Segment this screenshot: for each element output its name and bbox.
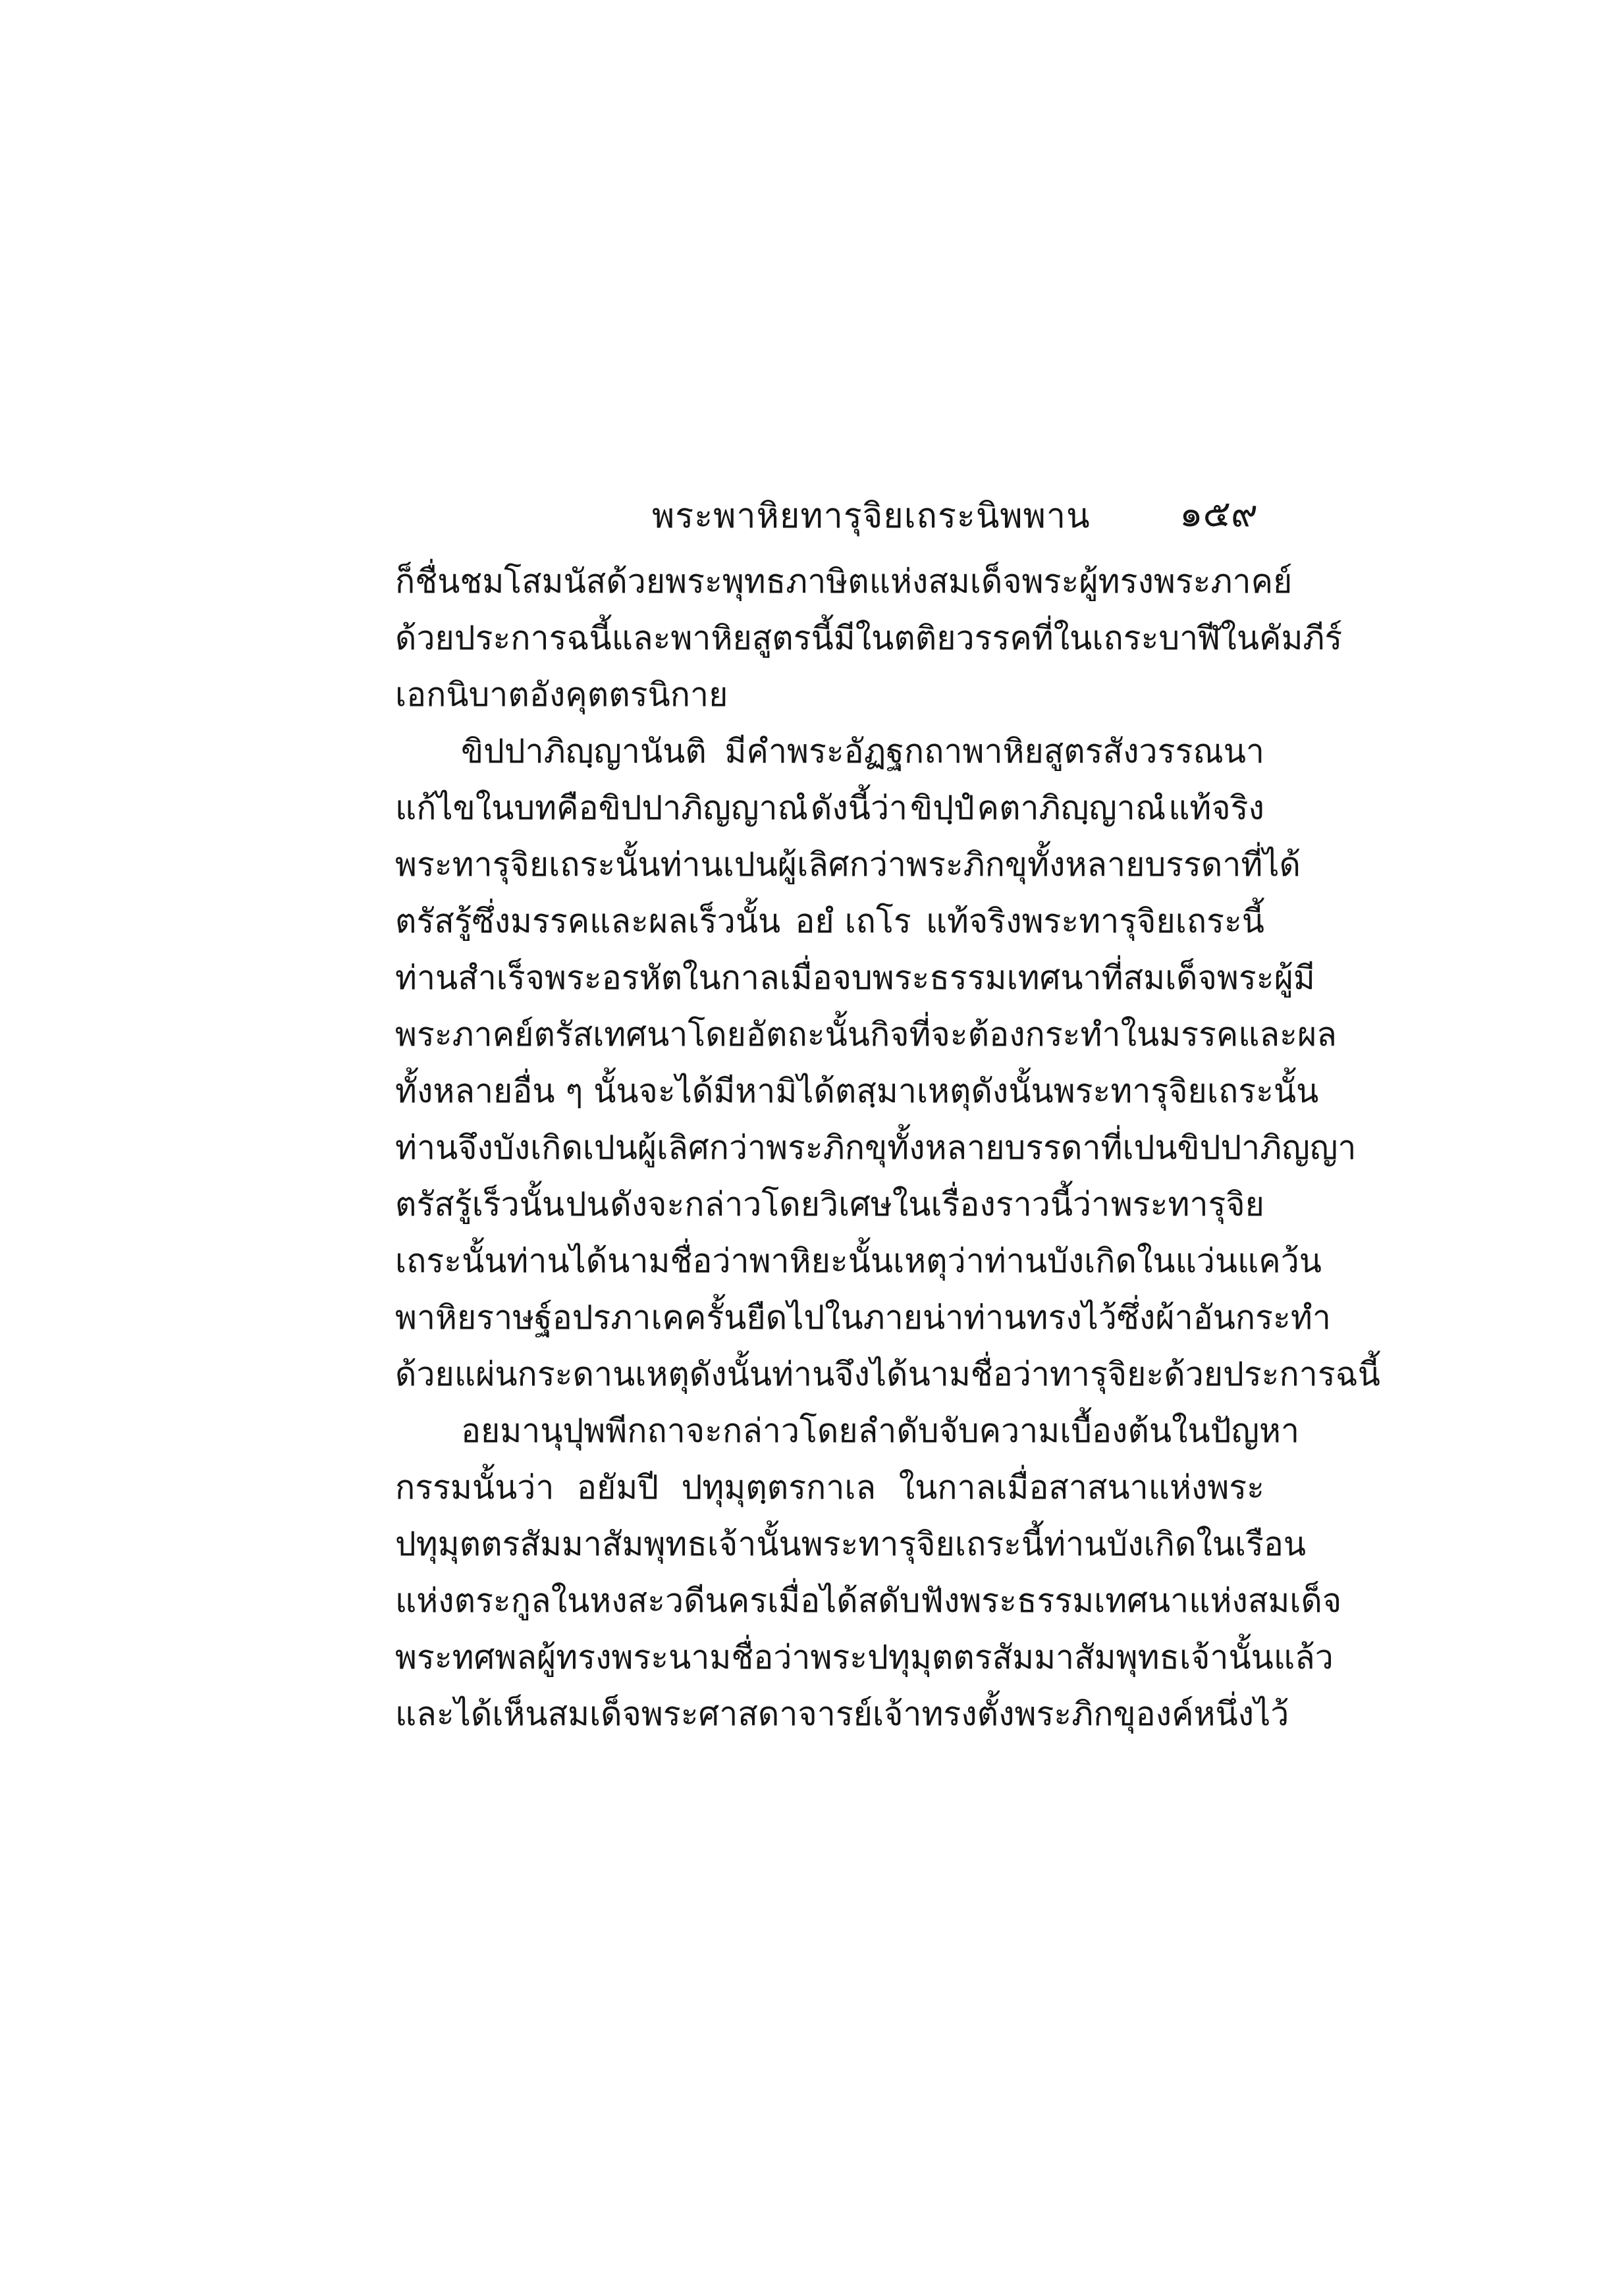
text-segment: และได้เห็นสมเด็จพระศาสดาจารย์เจ้า [395, 1695, 922, 1733]
text-line [395, 949, 1315, 1006]
text-segment: เถระนั้นท่านได้นามชื่อว่าพาหิยะนั้น [395, 1242, 894, 1280]
text-segment: อยมานุปุพพีกถา [461, 1412, 686, 1450]
text-line [395, 553, 1293, 610]
running-title: พระพาหิยทารุจิยเถระนิพพาน [652, 496, 1091, 536]
text-line [395, 1233, 1322, 1289]
text-line [395, 1289, 1331, 1346]
text-line [395, 1119, 1357, 1176]
text-segment: บรรดาที่เปนขิปปาภิญญา [1004, 1129, 1357, 1167]
text-segment: พระภาคย์ตรัสเทศนาโดยอัตถะนั้น [395, 1015, 870, 1054]
text-segment: ดังนี้ว่า [810, 789, 908, 827]
text-segment: พระทารุจิย [1110, 1185, 1264, 1223]
text-segment: พระทารุจิยเถระนี้ท่านบังเกิดในเรือน [801, 1525, 1307, 1563]
text-segment: กรรมนั้นว่า [395, 1468, 554, 1507]
text-segment: ทั้งหลายอื่น ๆ นั้นจะได้มีหามิได้ [395, 1072, 835, 1110]
text-segment: พระทศพลผู้ทรงพระนามชื่อว่าพระปทุมุตตรสัมมาสัมพุทธเจ้านั้น [395, 1638, 1274, 1676]
text-line [395, 1572, 1342, 1629]
text-line [395, 1686, 1289, 1742]
text-segment: อยัมปี [577, 1468, 659, 1507]
page-header [395, 484, 1264, 543]
text-segment: ท่านจึงบังเกิดเปนผู้เลิศกว่าพระภิกขุทั้งหลาย [395, 1129, 1005, 1167]
text-segment: ปทุมุตฺตรกาเล [681, 1468, 877, 1507]
text-line [395, 836, 1301, 893]
text-line [395, 1006, 1337, 1063]
text-segment: ตรัสรู้เร็วนั้น [395, 1185, 565, 1223]
text-segment: ที่สมเด็จพระผู้มี [1101, 959, 1315, 997]
text-segment: เหตุดังนั้นท่านจึงได้นามชื่อว่าทารุจิยะด้วยประการฉนี้ [635, 1355, 1380, 1393]
text-segment: มีคำพระอัฏฐกถาพาหิยสูตรสังวรรณนา [724, 732, 1264, 770]
text-line [395, 723, 1264, 780]
text-segment: และพาหิยสูตรนี้มีในตติยวรรคที่ในเถระบาฬีในคัมภีร์ [611, 619, 1343, 657]
text-segment: ขิปฺปํ [910, 789, 975, 827]
text-segment: จะกล่าวโดยลำดับจับความเบื้องต้นในปัญหา [685, 1412, 1300, 1450]
text-segment: ดังจะกล่าวโดยวิเศษในเรื่องราวนี้ว่า [610, 1185, 1110, 1223]
text-segment: อยํ เถโร [795, 902, 911, 940]
text-segment: แล้ว [1273, 1638, 1334, 1676]
text-line [395, 780, 1264, 836]
text-segment: ท่านสำเร็จพระอรหัตในกาลเมื่อจบพระธรรมเทศนา [395, 959, 1102, 997]
text-segment: ในกาลเมื่อสาสนาแห่งพระ [898, 1468, 1264, 1507]
text-segment: แท้จริง [1168, 789, 1264, 827]
text-line [395, 610, 1343, 666]
text-line [395, 1063, 1319, 1119]
text-segment: ขิปปาภิญฺญานันติ [461, 732, 707, 770]
text-line [395, 1402, 1300, 1459]
text-segment: พระทารุจิยเถระนั้นท่านเปนผู้เลิศกว่าพระภิกขุทั้งหลาย [395, 845, 1145, 884]
text-segment: แห่งสมเด็จพระผู้ทรงพระภาคย์ [869, 562, 1293, 601]
text-line [395, 893, 1264, 949]
text-line [395, 666, 1264, 723]
text-line [395, 1459, 1264, 1516]
text-segment: แท้จริงพระทารุจิยเถระนี้ [925, 902, 1264, 940]
text-line [395, 1346, 1380, 1402]
text-segment: พาหิยราษฐ์ [395, 1298, 553, 1337]
text-segment: ปน [565, 1185, 609, 1223]
text-segment: ครั้นยืดไปในภายน่าท่านทรงไว้ซึ่งผ้าอันกระทำ [684, 1298, 1331, 1337]
text-segment: ตรัสรู้ซึ่งมรรคและผลเร็วนั้น [395, 902, 781, 940]
text-segment: ด้วยแผ่นกระดาน [395, 1355, 635, 1393]
text-segment: ตสฺมา [834, 1072, 917, 1110]
text-segment: เมื่อได้สดับฟังพระธรรมเทศนาแห่งสมเด็จ [767, 1582, 1342, 1620]
text-segment: คตาภิญฺญาณํ [977, 789, 1166, 827]
text-segment: เหตุว่าท่านบังเกิดในแว่นแคว้น [893, 1242, 1322, 1280]
text-segment: ด้วยประการฉนี้ [395, 619, 612, 657]
text-segment: บรรดาที่ได้ [1145, 845, 1301, 884]
page-number: ๑๕๙ [1179, 493, 1258, 535]
text-segment: กิจที่จะต้องกระทำในมรรคและผล [869, 1015, 1337, 1054]
text-line [395, 1516, 1307, 1572]
text-segment: ปทุมุตตรสัมมาสัมพุทธเจ้านั้น [395, 1525, 801, 1563]
text-segment: เอกนิบาตอังคุตตรนิกาย [395, 676, 728, 714]
body-text [395, 553, 1380, 1742]
text-line [395, 1176, 1264, 1233]
text-segment: อปรภาเค [552, 1298, 684, 1337]
text-line [395, 1629, 1334, 1686]
text-segment: แห่งตระกูลในหงสะวดีนคร [395, 1582, 768, 1620]
text-segment: แก้ไขในบทคือขิปปาภิญญาณํ [395, 789, 808, 827]
text-segment: ทรงตั้งพระภิกขุองค์หนึ่งไว้ [921, 1695, 1289, 1733]
text-segment: เหตุดังนั้นพระทารุจิยเถระนั้น [916, 1072, 1319, 1110]
text-segment: ก็ชื่นชมโสมนัสด้วยพระพุทธภาษิต [395, 562, 869, 601]
